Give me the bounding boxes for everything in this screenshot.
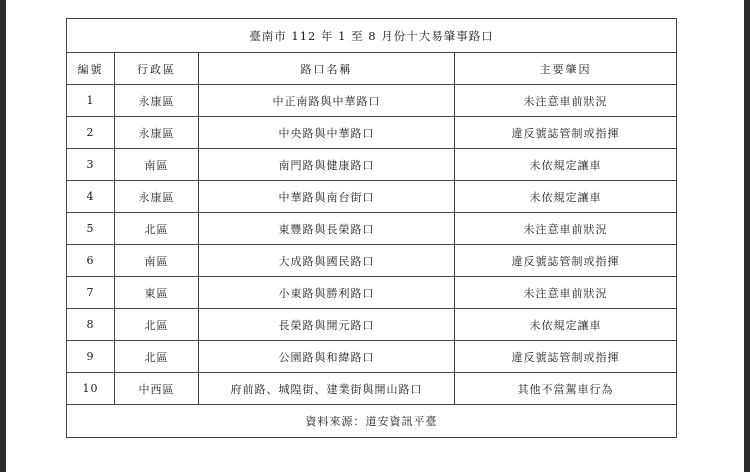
table-row xyxy=(67,181,677,213)
row-number: 8 xyxy=(67,309,115,341)
table-title-row xyxy=(67,19,677,53)
row-cause: 未注意車前狀況 xyxy=(455,277,677,309)
row-cause: 違反號誌管制或指揮 xyxy=(455,245,677,277)
row-district: 北區 xyxy=(115,341,199,373)
row-cause: 未注意車前狀況 xyxy=(455,85,677,117)
row-intersection: 府前路、城隍街、建業街與開山路口 xyxy=(199,373,455,405)
row-number: 9 xyxy=(67,341,115,373)
row-intersection: 中正南路與中華路口 xyxy=(199,85,455,117)
header-cause: 主要肇因 xyxy=(455,53,677,85)
row-intersection: 長榮路與開元路口 xyxy=(199,309,455,341)
table-row xyxy=(67,245,677,277)
row-number: 7 xyxy=(67,277,115,309)
row-number: 2 xyxy=(67,117,115,149)
row-cause: 未注意車前狀況 xyxy=(455,213,677,245)
row-district: 永康區 xyxy=(115,181,199,213)
row-intersection: 東豐路與長榮路口 xyxy=(199,213,455,245)
row-intersection: 南門路與健康路口 xyxy=(199,149,455,181)
table-row xyxy=(67,117,677,149)
row-cause: 違反號誌管制或指揮 xyxy=(455,117,677,149)
row-district: 南區 xyxy=(115,149,199,181)
table-row xyxy=(67,85,677,117)
row-cause: 未依規定讓車 xyxy=(455,149,677,181)
data-source: 資料來源：道安資訊平臺 xyxy=(67,405,677,438)
table-source-row xyxy=(67,405,677,438)
row-intersection: 小東路與勝利路口 xyxy=(199,277,455,309)
row-intersection: 中華路與南台街口 xyxy=(199,181,455,213)
row-cause: 未依規定讓車 xyxy=(455,309,677,341)
row-district: 東區 xyxy=(115,277,199,309)
table-row xyxy=(67,309,677,341)
document-page xyxy=(6,0,744,472)
row-number: 10 xyxy=(67,373,115,405)
table-row xyxy=(67,277,677,309)
row-intersection: 公園路與和緯路口 xyxy=(199,341,455,373)
row-intersection: 大成路與國民路口 xyxy=(199,245,455,277)
row-number: 5 xyxy=(67,213,115,245)
table-row xyxy=(67,373,677,405)
accident-intersections-table xyxy=(66,18,677,438)
row-cause: 其他不當駕車行為 xyxy=(455,373,677,405)
row-district: 永康區 xyxy=(115,85,199,117)
table-row xyxy=(67,213,677,245)
row-cause: 未依規定讓車 xyxy=(455,181,677,213)
table-row xyxy=(67,341,677,373)
table-title: 臺南市 112 年 1 至 8 月份十大易肇事路口 xyxy=(67,19,677,53)
row-number: 6 xyxy=(67,245,115,277)
row-number: 3 xyxy=(67,149,115,181)
table-row xyxy=(67,149,677,181)
row-number: 4 xyxy=(67,181,115,213)
row-district: 永康區 xyxy=(115,117,199,149)
row-district: 中西區 xyxy=(115,373,199,405)
row-intersection: 中央路與中華路口 xyxy=(199,117,455,149)
row-district: 北區 xyxy=(115,309,199,341)
header-number: 編號 xyxy=(67,53,115,85)
row-cause: 違反號誌管制或指揮 xyxy=(455,341,677,373)
table-header-row xyxy=(67,53,677,85)
header-intersection: 路口名稱 xyxy=(199,53,455,85)
row-district: 北區 xyxy=(115,213,199,245)
row-district: 南區 xyxy=(115,245,199,277)
row-number: 1 xyxy=(67,85,115,117)
header-district: 行政區 xyxy=(115,53,199,85)
